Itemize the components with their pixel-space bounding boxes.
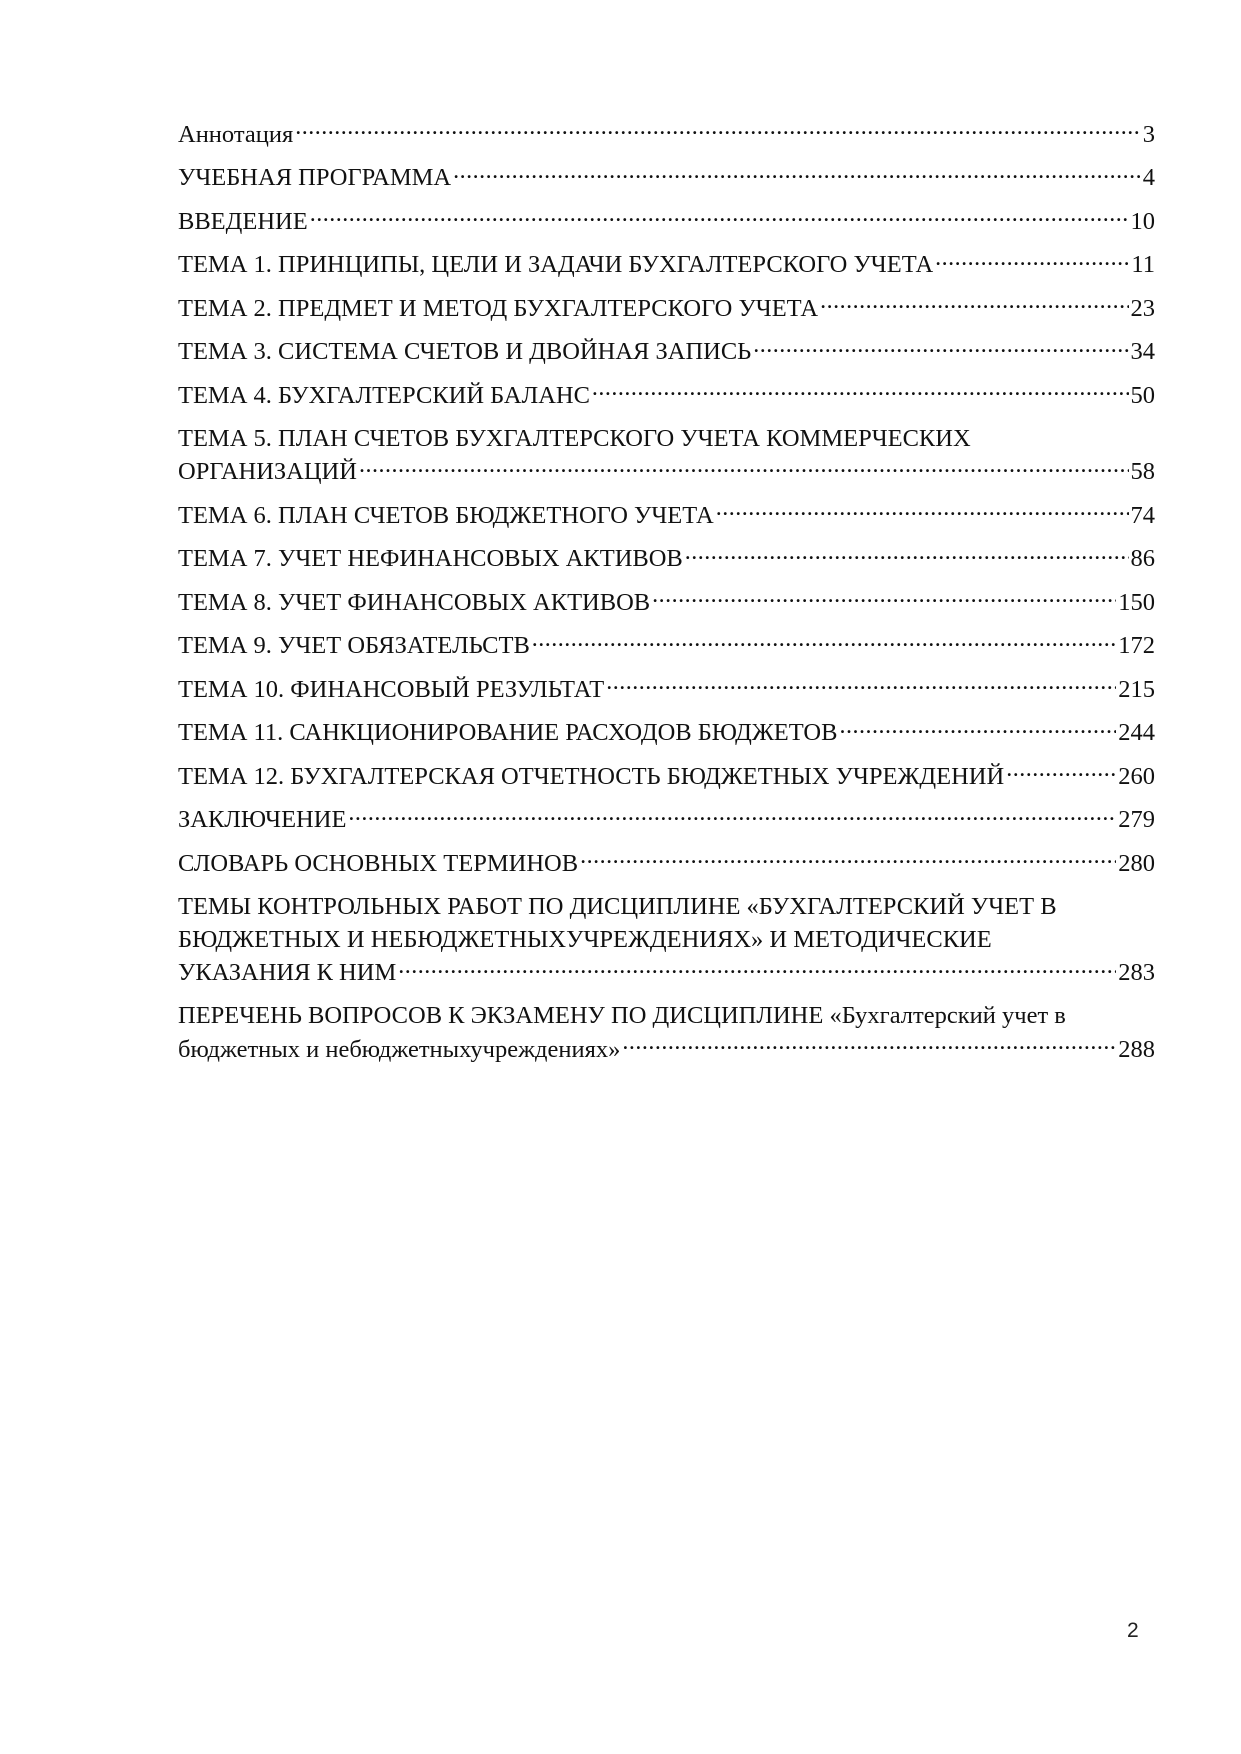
dot-leader <box>580 846 1116 871</box>
toc-entry-topic-11[interactable] <box>178 716 1155 750</box>
toc-entry-page: 260 <box>1118 762 1155 790</box>
dot-leader <box>685 542 1129 567</box>
toc-entry-page: 4 <box>1142 164 1155 191</box>
toc-entry-glossary[interactable] <box>178 846 1155 880</box>
dot-leader <box>310 204 1129 229</box>
toc-entry-page: 280 <box>1118 849 1155 877</box>
toc-entry-topic-9[interactable] <box>178 629 1155 663</box>
toc-entry-annotation[interactable] <box>178 117 1155 151</box>
toc-entry-page: 86 <box>1130 545 1155 572</box>
toc-entry-title: ТЕМА 10. ФИНАНСОВЫЙ РЕЗУЛЬТАТ <box>178 675 605 703</box>
dot-leader <box>839 716 1116 741</box>
toc-entry-page: 283 <box>1118 959 1155 986</box>
dot-leader <box>295 117 1141 142</box>
dot-leader <box>1006 759 1116 784</box>
toc-entry-title: УЧЕБНАЯ ПРОГРАММА <box>178 164 452 191</box>
toc-entry-title: ТЕМА 4. БУХГАЛТЕРСКИЙ БАЛАНС <box>178 381 590 409</box>
toc-entry-page: 74 <box>1130 501 1155 529</box>
toc-entry-title: ТЕМА 6. ПЛАН СЧЕТОВ БЮДЖЕТНОГО УЧЕТА <box>178 501 714 529</box>
toc-entry-page: 23 <box>1130 294 1155 322</box>
dot-leader <box>453 161 1141 186</box>
dot-leader <box>398 956 1116 981</box>
toc-entry-page: 215 <box>1118 675 1155 703</box>
toc-entry-topic-4[interactable] <box>178 378 1155 412</box>
toc-entry-title: бюджетных и небюджетныхучреждениях» <box>178 1035 621 1063</box>
toc-entry-topic-10[interactable] <box>178 672 1155 706</box>
dot-leader <box>820 291 1128 316</box>
toc-entry-title-line: ПЕРЕЧЕНЬ ВОПРОСОВ К ЭКЗАМЕНУ ПО ДИСЦИПЛИНЕ «Бухгалтерский учет в <box>178 1002 1066 1029</box>
table-of-contents <box>178 117 1155 1076</box>
dot-leader <box>935 248 1129 273</box>
toc-entry-page: 10 <box>1130 207 1155 235</box>
dot-leader <box>606 672 1116 697</box>
toc-entry-page: 3 <box>1142 120 1155 148</box>
toc-entry-conclusion[interactable] <box>178 803 1155 837</box>
toc-entry-introduction[interactable] <box>178 204 1155 238</box>
toc-entry-topic-8[interactable] <box>178 585 1155 619</box>
dot-leader <box>716 498 1129 523</box>
toc-entry-title: ТЕМА 11. САНКЦИОНИРОВАНИЕ РАСХОДОВ БЮДЖЕТОВ <box>178 719 838 746</box>
toc-entry-page: 244 <box>1118 719 1155 746</box>
toc-entry-title-line: БЮДЖЕТНЫХ И НЕБЮДЖЕТНЫХУЧРЕЖДЕНИЯХ» И МЕТОДИЧЕСКИЕ <box>178 925 992 953</box>
toc-entry-page: 11 <box>1131 251 1155 278</box>
toc-entry-topic-7[interactable] <box>178 542 1155 576</box>
toc-entry-program[interactable] <box>178 161 1155 195</box>
toc-entry-exam-questions[interactable] <box>178 999 1155 1066</box>
toc-entry-page: 34 <box>1130 338 1155 365</box>
toc-entry-title-line: ТЕМЫ КОНТРОЛЬНЫХ РАБОТ ПО ДИСЦИПЛИНЕ «БУХГАЛТЕРСКИЙ УЧЕТ В <box>178 892 1057 920</box>
toc-entry-topic-12[interactable] <box>178 759 1155 793</box>
toc-entry-title: ТЕМА 1. ПРИНЦИПЫ, ЦЕЛИ И ЗАДАЧИ БУХГАЛТЕРСКОГО УЧЕТА <box>178 251 934 278</box>
toc-entry-title: ВВЕДЕНИЕ <box>178 207 308 235</box>
dot-leader <box>359 455 1129 480</box>
toc-entry-title: УКАЗАНИЯ К НИМ <box>178 959 397 986</box>
toc-entry-title: СЛОВАРЬ ОСНОВНЫХ ТЕРМИНОВ <box>178 849 579 877</box>
toc-entry-page: 288 <box>1118 1035 1155 1063</box>
toc-entry-title: ТЕМА 9. УЧЕТ ОБЯЗАТЕЛЬСТВ <box>178 632 530 659</box>
dot-leader <box>592 378 1129 403</box>
toc-entry-title: ТЕМА 12. БУХГАЛТЕРСКАЯ ОТЧЕТНОСТЬ БЮДЖЕТНЫХ УЧРЕЖДЕНИЙ <box>178 762 1005 790</box>
dot-leader <box>753 335 1128 360</box>
toc-entry-title: ЗАКЛЮЧЕНИЕ <box>178 806 347 833</box>
toc-entry-control-works[interactable] <box>178 890 1155 990</box>
toc-entry-title: ОРГАНИЗАЦИЙ <box>178 458 357 485</box>
toc-entry-topic-6[interactable] <box>178 498 1155 532</box>
toc-entry-title: ТЕМА 3. СИСТЕМА СЧЕТОВ И ДВОЙНАЯ ЗАПИСЬ <box>178 338 752 365</box>
toc-entry-page: 279 <box>1118 806 1155 833</box>
toc-entry-page: 172 <box>1118 632 1155 659</box>
dot-leader <box>652 585 1116 610</box>
page-number: 2 <box>1127 1619 1139 1642</box>
toc-entry-topic-2[interactable] <box>178 291 1155 325</box>
toc-entry-topic-1[interactable] <box>178 248 1155 282</box>
toc-entry-title: ТЕМА 8. УЧЕТ ФИНАНСОВЫХ АКТИВОВ <box>178 588 651 616</box>
dot-leader <box>622 1032 1116 1057</box>
dot-leader <box>532 629 1116 654</box>
toc-entry-page: 50 <box>1130 381 1155 409</box>
toc-entry-title: ТЕМА 7. УЧЕТ НЕФИНАНСОВЫХ АКТИВОВ <box>178 545 683 572</box>
dot-leader <box>348 803 1116 828</box>
toc-entry-topic-3[interactable] <box>178 335 1155 369</box>
toc-entry-topic-5[interactable] <box>178 422 1155 489</box>
toc-entry-page: 58 <box>1130 458 1155 485</box>
toc-entry-title: Аннотация <box>178 120 294 148</box>
toc-entry-page: 150 <box>1118 588 1155 616</box>
toc-entry-title-line: ТЕМА 5. ПЛАН СЧЕТОВ БУХГАЛТЕРСКОГО УЧЕТА КОММЕРЧЕСКИХ <box>178 424 971 452</box>
toc-entry-title: ТЕМА 2. ПРЕДМЕТ И МЕТОД БУХГАЛТЕРСКОГО УЧЕТА <box>178 294 819 322</box>
